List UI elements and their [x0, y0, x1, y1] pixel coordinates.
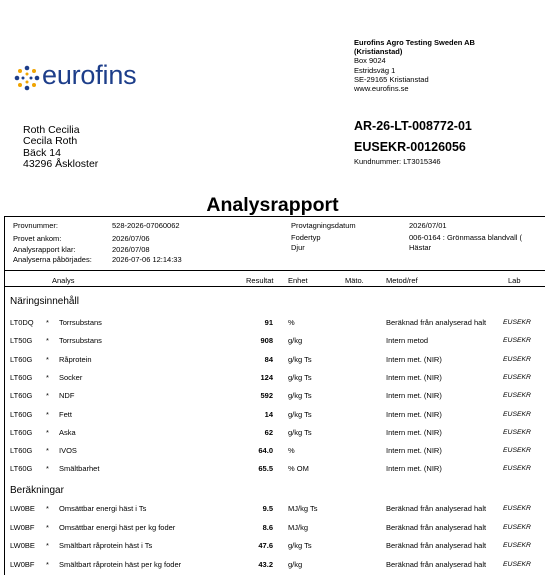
lab-code: EUSEKR: [503, 542, 531, 550]
table-row: [0, 560, 545, 572]
section-title-naringsinnehall: Näringsinnehåll: [10, 296, 79, 307]
result-value: 14: [264, 409, 273, 419]
provtagningsdatum-label: Provtagningsdatum: [291, 221, 356, 230]
unit: g/kg Ts: [288, 427, 312, 437]
unit: g/kg Ts: [288, 541, 312, 551]
accreditation-mark: *: [46, 318, 49, 327]
result-value: 65.5: [258, 464, 273, 474]
provet-ankom-label: Provet ankom:: [13, 234, 62, 243]
result-value: 43.2: [258, 560, 273, 570]
analysis-code: LT60G: [10, 391, 33, 401]
lab-website: www.eurofins.se: [354, 84, 409, 94]
analysis-name: Råprotein: [59, 354, 92, 364]
lab-code: EUSEKR: [503, 373, 531, 381]
method-ref: Beräknad från analyserad halt: [386, 522, 487, 532]
analysis-code: LT60G: [10, 446, 33, 456]
col-header-mato: Mäto.: [345, 276, 364, 285]
header-top-rule: [4, 270, 545, 271]
customer-line-4: 43296 Åskloster: [23, 158, 99, 171]
table-row: [0, 504, 545, 516]
customer-line-1: Roth Cecilia: [23, 124, 80, 136]
analysis-code: LT0DQ: [10, 318, 34, 327]
fodertyp-value: 006-0164 : Grönmassa blandvall (: [409, 233, 522, 242]
provet-ankom-value: 2026/07/06: [112, 234, 150, 243]
djur-value: Hästar: [409, 243, 432, 252]
analysis-code: LT50G: [10, 336, 33, 346]
rapport-klar-label: Analysrapport klar:: [13, 245, 76, 254]
analysis-name: Fett: [59, 409, 72, 419]
method-ref: Intern met. (NIR): [386, 427, 442, 437]
logo-wordmark: eurofins: [42, 60, 137, 90]
analysis-code: LW0BF: [10, 560, 35, 570]
method-ref: Intern met. (NIR): [386, 354, 442, 364]
customer-id: EUSEKR-00126056: [354, 140, 466, 154]
paborjades-value: 2026-07-06 12:14:33: [112, 255, 182, 264]
col-header-lab: Lab: [508, 276, 521, 285]
lab-code: EUSEKR: [503, 428, 531, 436]
method-ref: Intern met. (NIR): [386, 372, 442, 382]
accreditation-mark: *: [46, 464, 49, 474]
method-ref: Intern met. (NIR): [386, 409, 442, 419]
provnummer-label: Provnummer:: [13, 221, 59, 230]
unit: %: [288, 318, 295, 327]
fodertyp-label: Fodertyp: [291, 233, 321, 242]
djur-label: Djur: [291, 243, 305, 252]
unit: g/kg Ts: [288, 391, 312, 401]
section-title-berakningar: Beräkningar: [10, 485, 64, 496]
analysis-code: LT60G: [10, 427, 33, 437]
lab-postal: SE-29165 Kristianstad: [354, 74, 429, 84]
accreditation-mark: *: [46, 541, 49, 551]
col-header-enhet: Enhet: [288, 276, 308, 285]
eurofins-dots-icon: [14, 65, 40, 91]
table-row: [0, 464, 545, 476]
col-header-metod: Metod/ref: [386, 276, 418, 285]
customer-line-3: Bäck 14: [23, 146, 61, 159]
customer-number: Kundnummer: LT3015346: [354, 157, 441, 166]
lab-code: EUSEKR: [503, 319, 531, 326]
lab-code: EUSEKR: [503, 447, 531, 455]
unit: MJ/kg Ts: [288, 504, 318, 513]
result-value: 84: [264, 354, 273, 364]
lab-name: Eurofins Agro Testing Sweden AB: [354, 38, 475, 47]
analysis-name: Torrsubstans: [59, 318, 102, 327]
result-value: 9.5: [262, 504, 273, 513]
lab-street: Estridsväg 1: [354, 65, 396, 75]
lab-box: Box 9024: [354, 56, 386, 66]
unit: %: [288, 446, 295, 456]
result-value: 124: [260, 372, 273, 382]
lab-code: EUSEKR: [503, 355, 531, 363]
table-row: [0, 336, 545, 348]
analysis-code: LT60G: [10, 464, 33, 474]
method-ref: Beräknad från analyserad halt: [386, 560, 487, 570]
result-value: 592: [260, 391, 273, 401]
result-value: 47.6: [258, 541, 273, 551]
analysis-code: LT60G: [10, 354, 33, 364]
analysis-code: LW0BE: [10, 504, 35, 513]
table-row: [0, 410, 545, 422]
analysis-name: Omsättbar energi häst per kg foder: [59, 522, 176, 532]
header-bottom-rule: [4, 286, 545, 287]
page-title: Analysrapport: [206, 194, 339, 216]
result-value: 8.6: [262, 522, 273, 532]
method-ref: Beräknad från analyserad halt: [386, 541, 487, 551]
method-ref: Intern met. (NIR): [386, 446, 442, 456]
unit: g/kg Ts: [288, 372, 312, 382]
unit: MJ/kg: [288, 522, 309, 532]
accreditation-mark: *: [46, 446, 49, 456]
accreditation-mark: *: [46, 391, 49, 401]
accreditation-mark: *: [46, 504, 49, 513]
eurofins-logo: [14, 60, 149, 94]
unit: g/kg: [288, 336, 303, 346]
table-row: [0, 373, 545, 385]
table-row: [0, 391, 545, 403]
accreditation-mark: *: [46, 409, 49, 419]
table-row: [0, 541, 545, 553]
lab-name-sub: (Kristianstad): [354, 47, 403, 57]
analysis-name: Aska: [59, 427, 76, 437]
analysis-code: LT60G: [10, 372, 33, 382]
col-header-analys: Analys: [52, 276, 75, 285]
lab-code: EUSEKR: [503, 392, 531, 400]
unit: g/kg Ts: [288, 409, 312, 419]
analysis-name: Smältbarhet: [59, 464, 100, 474]
analysis-code: LT60G: [10, 409, 33, 419]
accreditation-mark: *: [46, 354, 49, 364]
unit: g/kg Ts: [288, 354, 312, 364]
lab-code: EUSEKR: [503, 561, 531, 569]
table-row: [0, 318, 545, 330]
paborjades-label: Analyserna påbörjades:: [13, 255, 92, 264]
analysis-code: LW0BE: [10, 541, 35, 551]
analysis-name: Torrsubstans: [59, 336, 102, 346]
analysis-name: Smältbart råprotein häst i Ts: [59, 541, 153, 551]
table-row: [0, 523, 545, 535]
method-ref: Intern met. (NIR): [386, 391, 442, 401]
analysis-name: Smältbart råprotein häst per kg foder: [59, 560, 182, 570]
accreditation-mark: *: [46, 372, 49, 382]
analysis-name: IVOS: [59, 446, 77, 456]
lab-code: EUSEKR: [503, 505, 531, 512]
result-value: 62: [264, 427, 273, 437]
accreditation-mark: *: [46, 427, 49, 437]
method-ref: Intern metod: [386, 336, 429, 346]
result-value: 64.0: [258, 446, 273, 456]
result-value: 908: [260, 336, 273, 346]
method-ref: Beräknad från analyserad halt: [386, 318, 487, 327]
customer-address: [23, 125, 98, 171]
accreditation-mark: *: [46, 336, 49, 346]
lab-code: EUSEKR: [503, 465, 531, 473]
table-row: [0, 355, 545, 367]
unit: g/kg: [288, 560, 303, 570]
method-ref: Intern met. (NIR): [386, 464, 442, 474]
provtagningsdatum-value: 2026/07/01: [409, 221, 447, 230]
accreditation-mark: *: [46, 560, 49, 570]
report-id: AR-26-LT-008772-01: [354, 119, 472, 133]
table-row: [0, 446, 545, 458]
rapport-klar-value: 2026/07/08: [112, 245, 150, 254]
provnummer-value: 528-2026-07060062: [112, 221, 180, 230]
col-header-resultat: Resultat: [246, 276, 274, 285]
analysis-name: NDF: [59, 391, 75, 401]
customer-line-2: Cecila Roth: [23, 135, 78, 148]
lab-code: EUSEKR: [503, 337, 531, 345]
analysis-name: Omsättbar energi häst i Ts: [59, 504, 147, 513]
analysis-code: LW0BF: [10, 522, 35, 532]
lab-address: [354, 38, 475, 93]
analysis-name: Socker: [59, 372, 83, 382]
table-row: [0, 428, 545, 440]
lab-code: EUSEKR: [503, 410, 531, 418]
accreditation-mark: *: [46, 522, 49, 532]
result-value: 91: [264, 318, 273, 327]
unit: % OM: [288, 464, 309, 474]
method-ref: Beräknad från analyserad halt: [386, 504, 487, 513]
lab-code: EUSEKR: [503, 523, 531, 531]
